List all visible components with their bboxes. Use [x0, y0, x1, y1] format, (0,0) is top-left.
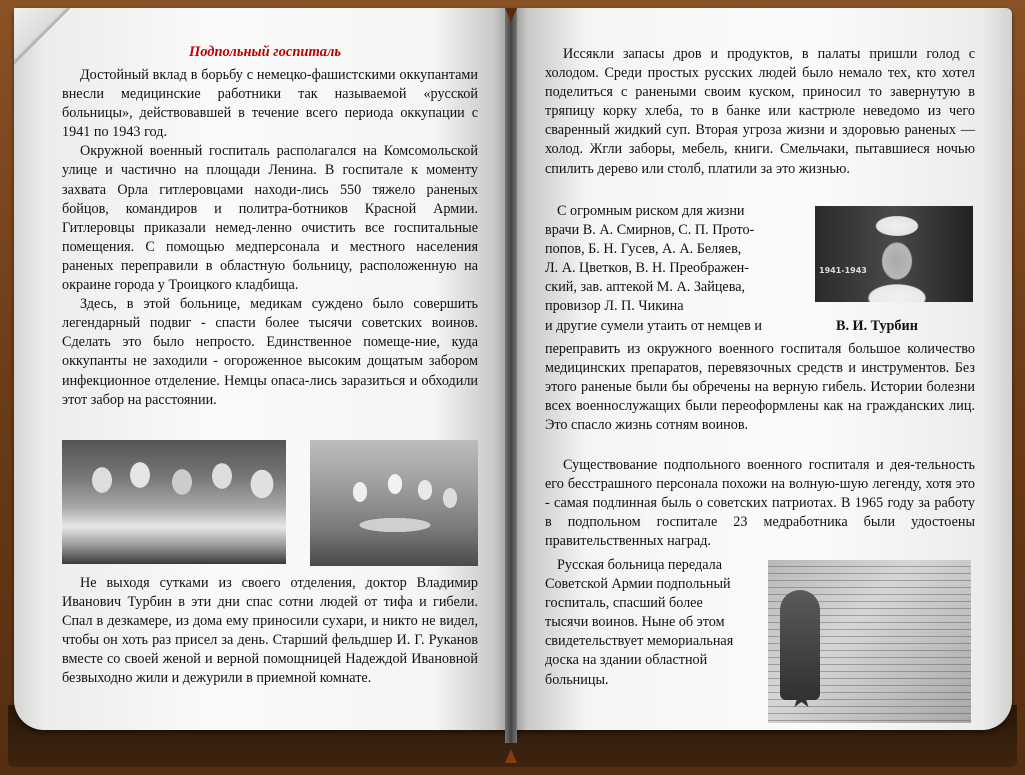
- portrait-year: 1941-1943: [819, 266, 867, 275]
- surgery-photo: [310, 440, 478, 566]
- book-spine: [505, 8, 517, 743]
- text-line: госпиталь, спасший более: [545, 595, 703, 612]
- hospital-ward-photo: [62, 440, 286, 564]
- paragraph: Здесь, в этой больнице, медикам суждено было совершить легендарный подвиг - спасти более тысячи советских воинов. Сделать это было непросто. Единственное помеще-ние, куда оккупанты не заходили - огороженное высоким дощатым забором инфекционное отделение. Немцы опаса-лись заразиться и обходили этот забор на расстоянии.: [62, 296, 478, 408]
- portrait-caption: В. И. Турбин: [836, 318, 918, 334]
- text-line: Л. А. Цветков, В. Н. Преображен-: [545, 260, 749, 277]
- paragraph: Не выходя сутками из своего отделения, доктор Владимир Иванович Турбин в эти дни спас сотни людей от тифа и гибели. Спал в дезкамере, из дома ему приносили сухари, и никто не видел, чтобы он хоть раз присел за день. Старший фельдшер И. Г. Руканов вместе со своей женой и верной помощницей Надеждой Ивановной безвыходно жили и дежурили в приемной комнате.: [62, 575, 478, 687]
- page-curl-icon: [14, 8, 70, 64]
- right-text-4-lines: [545, 556, 760, 690]
- text-line: провизор Л. П. Чикина: [545, 298, 684, 315]
- paragraph: Иссякли запасы дров и продуктов, в палаты пришли голод с холодом. Среди простых русских людей было немало тех, кто хотел поделиться с ранеными своим куском, приносил то завернутую в тряпицу корку хлеба, то в банке или кастрюле неведомо из чего сваренный жидкий суп. Вторая угроза жизни и здоровью раненых — холод. Жгли заборы, мебель, книги. Смельчаки, пытавшиеся ночью спилить дерево или столб, платили за это жизнью.: [545, 46, 975, 177]
- paragraph: Достойный вклад в борьбу с немецко-фашистскими оккупантами внесли медицинские работники так называемой «русской больницы», действовавшей в течение всего периода оккупации с 1941 по 1943 год.: [62, 67, 478, 141]
- paragraph: Окружной военный госпиталь располагался на Комсомольской улице и частично на площади Ленина. В госпитале к моменту захвата Орла гитлеровцами находи-лись 550 тяжело раненых бойцов, командиров и политра-ботников Красной Армии. Гитлеровцы приказали немед-ленно очистить все госпитальные помещения. С помощью медперсонала и местного населения раненых переправили в областную больницу, расположенную на окраине города у Троицкого кладбища.: [62, 143, 478, 294]
- right-text-2-lines: [545, 202, 805, 336]
- turbin-portrait-photo: [815, 206, 973, 302]
- text-line: и другие сумели утаить от немцев и: [545, 317, 762, 334]
- memorial-plaque-photo: [768, 560, 971, 723]
- text-line: больницы.: [545, 671, 609, 688]
- text-line: С огромным риском для жизни: [557, 203, 745, 219]
- left-text-top: [62, 66, 478, 410]
- text-line: Советской Армии подпольный: [545, 576, 731, 593]
- paragraph: Существование подпольного военного госпиталя и дея-тельность его бесстрашного персонала похожи на волную-шую легенду, хотя это - самая подлинная быль о советских патриотах. В 1965 году за работу в подпольном госпитале 23 медработника были удостоены правительственных наград.: [545, 457, 975, 550]
- bookmark-ribbon-icon: [505, 749, 517, 763]
- text-line: доска на здании областной: [545, 652, 708, 669]
- text-line: тысячи воинов. Ныне об этом: [545, 614, 725, 631]
- spine-top-marker: [505, 8, 517, 22]
- page-title: Подпольный госпиталь: [188, 44, 342, 60]
- text-line: попов, Б. Н. Гусев, А. А. Беляев,: [545, 241, 742, 258]
- text-line: ский, зав. аптекой М. А. Зайцева,: [545, 279, 746, 296]
- star-icon: ★: [788, 680, 815, 715]
- right-text-3: [545, 456, 975, 551]
- paragraph: переправить из окружного военного госпиталя большое количество медицинских препаратов, перевязочных средств и инструментов. Без этого раненые были бы обречены на верную гибель. Истории болезни всех военнослужащих были переоформлены как на гражданских лиц. Это спасло жизнь сотням воинов.: [545, 341, 975, 434]
- left-text-bottom: [62, 574, 478, 689]
- right-text-2-rest: [545, 340, 975, 435]
- right-text-1: [545, 45, 975, 179]
- text-line: свидетельствует мемориальная: [545, 633, 734, 650]
- text-line: Русская больница передала: [557, 557, 723, 573]
- text-line: врачи В. А. Смирнов, С. П. Прото-: [545, 222, 755, 239]
